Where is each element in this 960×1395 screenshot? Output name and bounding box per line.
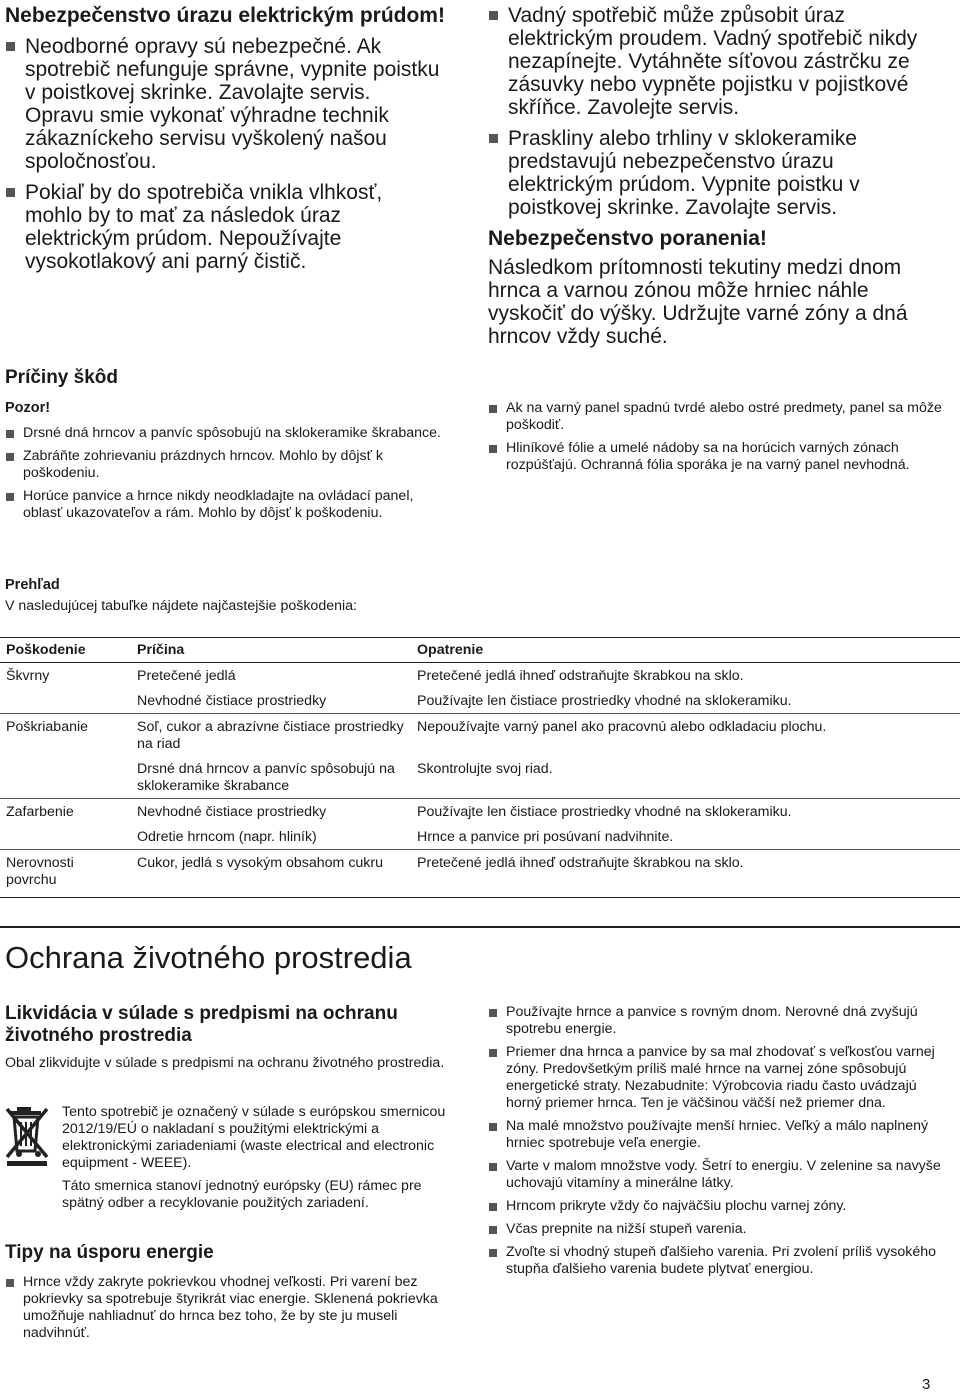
warning-electric-right bbox=[488, 4, 938, 348]
table-cell: Nepoužívajte varný panel ako pracovnú alebo odkladaciu plochu. bbox=[411, 714, 960, 757]
list-item: Drsné dná hrncov a panvíc spôsobujú na sklokeramike škrabance. bbox=[5, 425, 445, 442]
list-item: Horúce panvice a hrnce nikdy neodkladajte na ovládací panel, oblasť ukazovateľov a rám. Mohlo by dôjsť k poškodeniu. bbox=[5, 488, 445, 522]
overview-intro: V nasledujúcej tabuľke nájdete najčastejšie poškodenia: bbox=[5, 598, 357, 614]
list-item: Praskliny alebo trhliny v sklokeramike predstavujú nebezpečenstvo úrazu elektrickým prúdom. Vypnite poistku v poistkovej skrinke. Zavolajte servis. bbox=[488, 127, 938, 219]
heading-injury: Nebezpečenstvo poranenia! bbox=[488, 227, 767, 250]
table-cell: Škvrny bbox=[6, 668, 50, 684]
table-cell: Používajte len čistiace prostriedky vhodné na sklokeramiku. bbox=[411, 799, 960, 825]
table-cell: Zafarbenie bbox=[0, 799, 131, 825]
disposal-text: Obal zlikvidujte v súlade s predpismi na ochranu životného prostredia. bbox=[5, 1055, 445, 1071]
table-cell: Nevhodné čistiace prostriedky bbox=[131, 799, 411, 825]
list-item: Zvoľte si vhodný stupeň ďalšieho varenia. Pri zvolení príliš vysokého stupňa ďalšieho varenia budete plytvať energiou. bbox=[488, 1244, 948, 1278]
table-cell: Soľ, cukor a abrazívne čistiace prostriedky na riad bbox=[131, 714, 411, 757]
list-item: Používajte hrnce a panvice s rovným dnom. Nerovné dná zvyšujú spotrebu energie. bbox=[488, 1004, 948, 1038]
list-item: Varte v malom množstve vody. Šetrí to energiu. V zelenine sa navyše uchovajú vitamíny a minerálne látky. bbox=[488, 1158, 948, 1192]
table-row bbox=[0, 663, 960, 689]
list-item: Priemer dna hrnca a panvice by sa mal zhodovať s veľkosťou varnej zóny. Predovšetkým príliš malé hrnce na varnej zóne spôsobujú energetické straty. Nezabudnite: Výrobcovia riadu často uvádzajú horný priemer hrnca. Ten je väčšinou väčší než priemer dna. bbox=[488, 1044, 948, 1112]
list-item: Hliníkové fólie a umelé nádoby sa na horúcich varných zónach rozpúšťajú. Ochranná fólia sporáka je na varný panel nevhodná. bbox=[488, 440, 948, 474]
heading-energy-tips: Tipy na úsporu energie bbox=[5, 1242, 214, 1263]
list-item: Neodborné opravy sú nebezpečné. Ak spotrebič nefunguje správne, vypnite poistku v poistkovej skrinke. Zavolajte servis. Opravu smie vykonať výhradne technik zákazníckeho servisu vyškolený našou spoločnosťou. bbox=[5, 35, 445, 173]
col-header-damage: Poškodenie bbox=[0, 638, 131, 663]
damage-table bbox=[0, 637, 960, 898]
table-cell: Pretečené jedlá ihneď odstraňujte škrabkou na sklo. bbox=[417, 668, 744, 684]
weee-text-2: Táto smernica stanoví jednotný európsky (EU) rámec pre spätný odber a recyklovanie použitých zariadení. bbox=[62, 1178, 422, 1211]
section-disposal bbox=[5, 1003, 465, 1072]
table-cell bbox=[0, 756, 131, 799]
list-item: Včas prepnite na nižší stupeň varenia. bbox=[488, 1221, 948, 1238]
section-energy-tips bbox=[5, 1242, 465, 1348]
table-row bbox=[0, 714, 960, 757]
table-cell: Hrnce a panvice pri posúvaní nadvihnite. bbox=[417, 829, 674, 845]
damage-causes-right bbox=[488, 400, 948, 480]
table-cell bbox=[0, 824, 131, 850]
table-row bbox=[0, 756, 960, 799]
table-cell: Skontrolujte svoj riad. bbox=[417, 761, 553, 777]
heading-damage-causes: Príčiny škôd bbox=[5, 367, 118, 388]
paragraph-injury: Následkom prítomnosti tekutiny medzi dnom hrnca a varnou zónou môže hrniec náhle vyskočiť do výšky. Udržujte varné zóny a dná hrncov vždy suché. bbox=[488, 256, 908, 348]
table-row bbox=[0, 799, 960, 825]
table-row bbox=[0, 850, 960, 898]
table-header-row bbox=[0, 638, 960, 663]
heading-electric-shock: Nebezpečenstvo úrazu elektrickým prúdom! bbox=[5, 4, 445, 27]
section-divider bbox=[0, 926, 960, 928]
table-cell: Drsné dná hrncov a panvíc spôsobujú na sklokeramike škrabance bbox=[137, 761, 395, 794]
table-cell: Poškriabanie bbox=[0, 714, 131, 757]
list-item: Zabráňte zohrievaniu prázdnych hrncov. Mohlo by dôjsť k poškodeniu. bbox=[5, 448, 445, 482]
table-cell bbox=[0, 688, 131, 714]
heading-disposal: Likvidácia v súlade s predpismi na ochranu životného prostredia bbox=[5, 1003, 398, 1046]
table-cell: Používajte len čistiace prostriedky vhodné na sklokeramiku. bbox=[417, 693, 792, 709]
table-cell: Odretie hrncom (napr. hliník) bbox=[137, 829, 317, 845]
page-number: 3 bbox=[922, 1376, 931, 1393]
heading-environment: Ochrana životného prostredia bbox=[5, 940, 412, 975]
col-header-cause: Príčina bbox=[131, 638, 411, 663]
weee-text-1: Tento spotrebič je označený v súlade s európskou smernicou 2012/19/EÚ o nakladaní s použitými elektrickými a elektronickými zariadeniami (waste electrical and electronic equipment - WEEE). bbox=[62, 1104, 446, 1171]
table-cell: Cukor, jedlá s vysokým obsahom cukru bbox=[131, 850, 411, 898]
table-cell: Pretečené jedlá bbox=[137, 668, 236, 684]
list-item: Ak na varný panel spadnú tvrdé alebo ostré predmety, panel sa môže poškodiť. bbox=[488, 400, 948, 434]
col-header-remedy: Opatrenie bbox=[411, 638, 960, 663]
list-item: Pokiaľ by do spotrebiča vnikla vlhkosť, mohlo by to mať za následok úraz elektrickým prúdom. Nepoužívajte vysokotlakový ani parný čistič. bbox=[5, 181, 445, 273]
table-row bbox=[0, 688, 960, 714]
warning-electric-left bbox=[5, 4, 445, 281]
section-damage-causes bbox=[5, 367, 445, 528]
list-item: Vadný spotřebič může způsobit úraz elektrickým proudem. Vadný spotřebič nikdy nezapínejte. Vytáhněte síťovou zástrčku ze zásuvky nebo vypněte pojistku v pojistkové skříňce. Zavolejte servis. bbox=[488, 4, 938, 119]
caution-label: Pozor! bbox=[5, 400, 51, 416]
table-cell: Pretečené jedlá ihneď odstraňujte škrabkou na sklo. bbox=[411, 850, 960, 898]
section-overview bbox=[5, 577, 465, 615]
list-item: Hrnce vždy zakryte pokrievkou vhodnej veľkosti. Pri varení bez pokrievky sa spotrebuje štyrikrát viac energie. Sklenená pokrievka umožňuje nahliadnuť do hrnca bez toho, že by ste ju museli nadvihnúť. bbox=[5, 1274, 465, 1342]
weee-info bbox=[62, 1104, 447, 1212]
table-cell: Nevhodné čistiace prostriedky bbox=[137, 693, 327, 709]
list-item: Na malé množstvo používajte menší hrniec. Veľký a málo naplnený hrniec spotrebuje veľa energie. bbox=[488, 1118, 948, 1152]
table-row bbox=[0, 824, 960, 850]
energy-tips-right bbox=[488, 1004, 948, 1284]
crossed-bin-icon bbox=[5, 1105, 53, 1167]
list-item: Hrncom prikryte vždy čo najväčšiu plochu varnej zóny. bbox=[488, 1198, 948, 1215]
table-cell: Nerovnosti povrchu bbox=[0, 850, 131, 898]
heading-overview: Prehľad bbox=[5, 577, 60, 593]
